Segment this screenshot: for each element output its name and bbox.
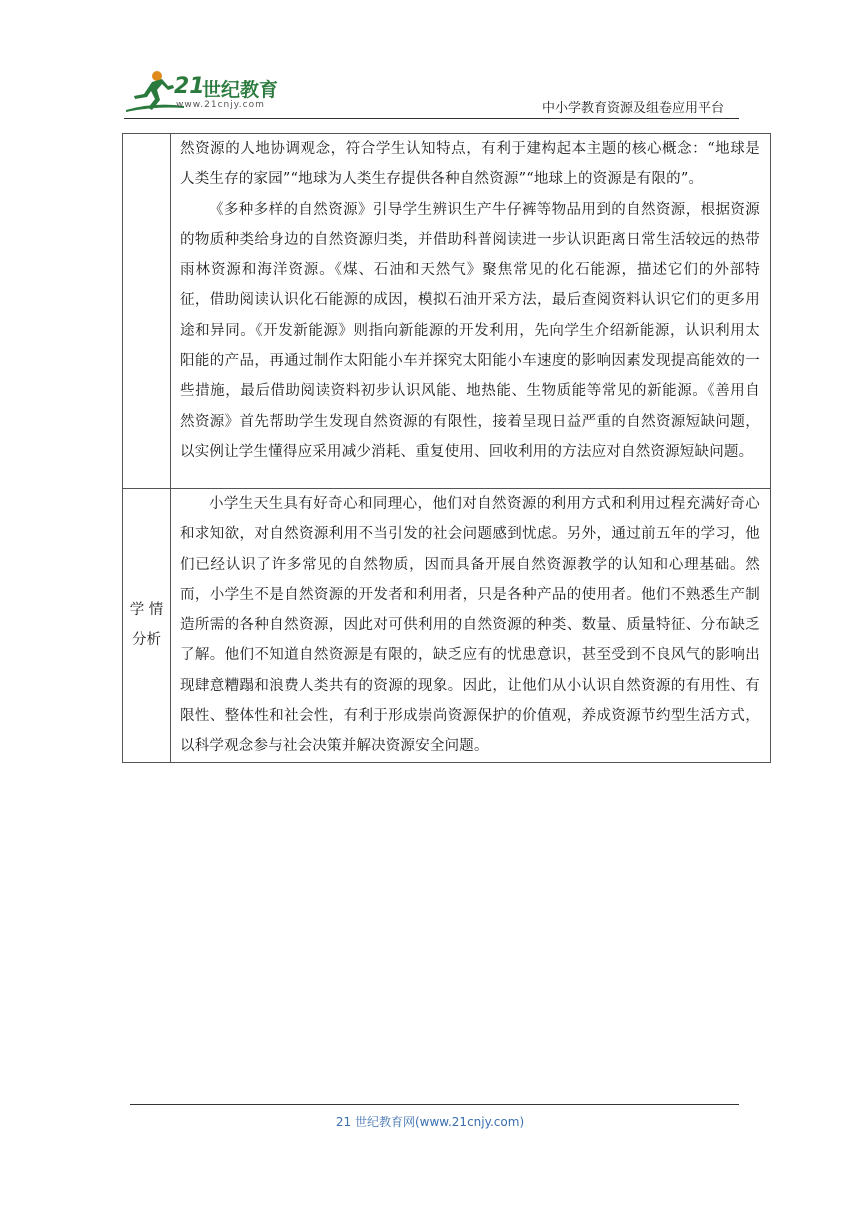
table-row-content (123, 134, 771, 489)
logo-text: 世纪教育 (202, 79, 279, 101)
logo-url: www.21cnjy.com (176, 100, 265, 110)
platform-title: 中小学教育资源及组卷应用平台 (541, 101, 724, 116)
table-row-learner-analysis (123, 489, 771, 763)
content-paragraph-2: 《多种多样的自然资源》引导学生辨识生产牛仔裤等物品用到的自然资源，根据资源的物质种类给身边的自然资源归类，并借助科普阅读进一步认识距离日常生活较远的热带雨林资源和海洋资源。《煤、石油和天然气》聚焦常见的化石能源，描述它们的外部特征，借助阅读认识化石能源的成因，模拟石油开采方法，最后查阅资料认识它们的更多用途和异同。《开发新能源》则指向新能源的开发利用，先向学生介绍新能源，认识利用太阳能的产品，再通过制作太阳能小车并探究太阳能小车速度的影响因素发现提高能效的一些措施，最后借助阅读资料初步认识风能、地热能、生物质能等常见的新能源。《善用自然资源》首先帮助学生发现自然资源的有限性，接着呈现日益严重的自然资源短缺问题，以实例让学生懂得应采用减少消耗、重复使用、回收利用的方法应对自然资源短缺问题。 (180, 201, 760, 460)
learner-analysis-cell (171, 489, 771, 763)
content-cell (171, 134, 771, 489)
content-paragraph-1: 然资源的人地协调观念，符合学生认知特点，有利于建构起本主题的核心概念：“地球是人类生存的家园”“地球为人类生存提供各种自然资源”“地球上的资源是有限的”。 (180, 141, 760, 188)
page-header (0, 0, 860, 120)
row-label-learner-analysis (123, 489, 171, 763)
header-divider (124, 118, 739, 119)
content-table (122, 133, 771, 763)
footer-divider (130, 1104, 739, 1105)
row-label-line1: 学 情 (129, 602, 164, 619)
learner-analysis-paragraph: 小学生天生具有好奇心和同理心，他们对自然资源的利用方式和利用过程充满好奇心和求知欲，对自然资源利用不当引发的社会问题感到忧虑。另外，通过前五年的学习，他们已经认识了许多常见的自然物质，因而具备开展自然资源教学的认知和心理基础。然而，小学生不是自然资源的开发者和利用者，只是各种产品的使用者。他们不熟悉生产制造所需的各种自然资源，因此对可供利用的自然资源的种类、数量、质量特征、分布缺乏了解。他们不知道自然资源是有限的，缺乏应有的忧患意识，甚至受到不良风气的影响出现肆意糟蹋和浪费人类共有的资源的现象。因此，让他们从小认识自然资源的有用性、有限性、整体性和社会性，有利于形成崇尚资源保护的价值观，养成资源节约型生活方式，以科学观念参与社会决策并解决资源安全问题。 (180, 496, 760, 755)
row-label-line2: 分析 (132, 632, 161, 649)
footer-link[interactable]: 21 世纪教育网(www.21cnjy.com) (335, 1115, 525, 1129)
site-logo[interactable] (124, 66, 294, 116)
logo-number: 21 (174, 74, 205, 99)
row-label-empty (123, 134, 171, 489)
